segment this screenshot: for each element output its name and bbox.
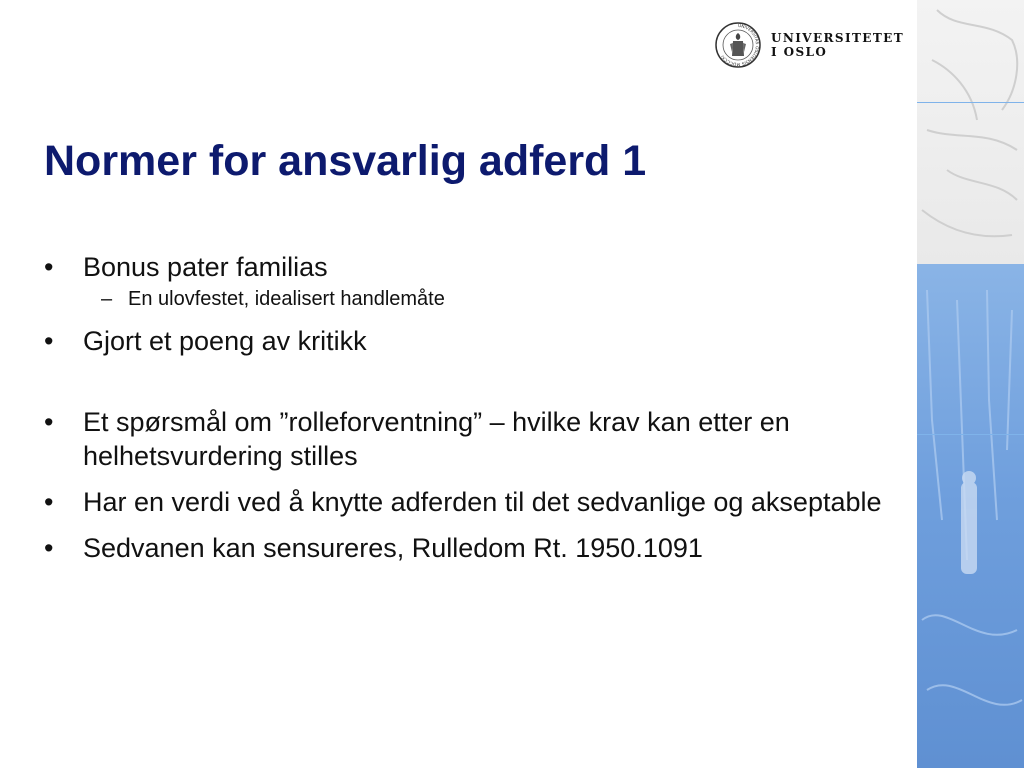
bullet-list (44, 250, 904, 565)
sub-bullet-item (44, 286, 904, 312)
bullet-marker: • (44, 533, 54, 563)
university-logo (714, 20, 904, 72)
bullet-text: Gjort et poeng av kritikk (83, 326, 367, 356)
bullet-item (44, 531, 904, 565)
bullet-marker: • (44, 487, 54, 517)
slide-title: Normer for ansvarlig adferd 1 (44, 137, 647, 185)
university-name (771, 31, 904, 59)
bullet-item (44, 485, 904, 519)
bullet-marker: • (44, 407, 54, 437)
sub-bullet-text: En ulovfestet, idealisert handlemåte (128, 288, 445, 310)
decorative-side-strip (917, 0, 1024, 768)
dash-marker: – (101, 288, 113, 310)
bullet-text: Sedvanen kan sensureres, Rulledom Rt. 1950.1091 (83, 533, 703, 563)
bullet-text: Har en verdi ved å knytte adferden til det sedvanlige og akseptable (83, 487, 882, 517)
sculpture-relief-icon (917, 0, 1024, 768)
university-name-line1: UNIVERSITETET (771, 31, 905, 45)
divider-line (917, 102, 1024, 103)
bullet-item (44, 405, 904, 473)
bullet-text: Bonus pater familias (83, 252, 328, 282)
divider-line (917, 434, 1024, 435)
bullet-item (44, 324, 904, 358)
bullet-marker: • (44, 252, 54, 282)
bullet-marker: • (44, 326, 54, 356)
svg-text:UNIVERSITAS OSLOENSIS MDCCCXI: UNIVERSITAS OSLOENSIS MDCCCXI (719, 22, 761, 68)
bullet-item (44, 250, 904, 284)
bullet-text: Et spørsmål om ”rolleforventning” – hvilke krav kan etter en helhetsvurdering stilles (83, 407, 790, 471)
university-name-line2: I OSLO (771, 45, 828, 59)
university-seal-icon (714, 21, 762, 69)
